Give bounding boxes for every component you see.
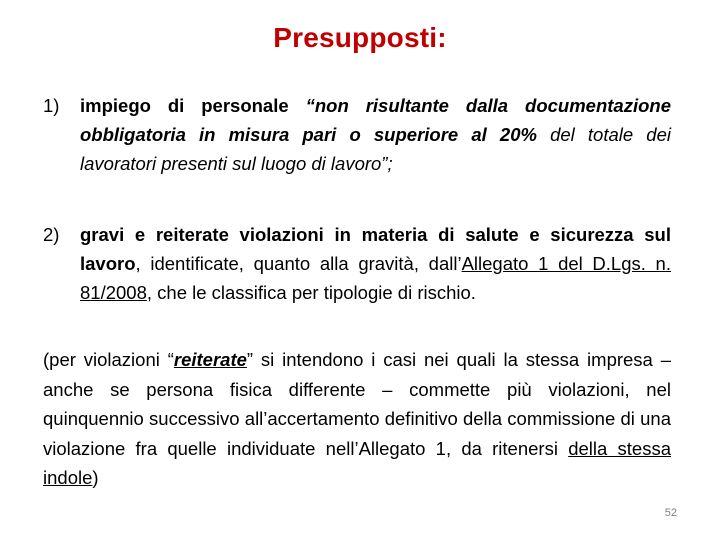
text-plain: (per violazioni “ xyxy=(43,349,174,370)
page-number: 52 xyxy=(664,507,677,519)
list-item-1 xyxy=(43,91,671,178)
note-paragraph xyxy=(43,345,671,493)
slide-title: Presupposti: xyxy=(273,22,447,53)
text-bold-italic-underlined: reiterate xyxy=(173,349,247,370)
text-plain: , identificate, quanto alla gravità, dall’ xyxy=(135,253,462,274)
list-item-2 xyxy=(43,220,671,307)
text-italic: del totale dei lavoratori presenti sul luogo di lavoro”; xyxy=(80,124,671,174)
text-plain: ” si intendono i casi nei quali la stessa impresa – anche se persona fisica differente – commette più violazioni, nel quinquennio successivo all’accertamento definitivo della commissione di una violazione fra quelle individuate nell’Allegato 1, da ritenersi xyxy=(43,349,671,459)
list-item-number: 2) xyxy=(43,224,60,245)
text-bold: gravi e reiterate violazioni in materia di salute e sicurezza sul lavoro xyxy=(80,224,671,274)
text-plain: , che le classifica per tipologie di rischio. xyxy=(146,282,476,303)
text-plain: ) xyxy=(92,467,99,488)
text-bold: impiego di personale xyxy=(80,95,306,116)
text-underlined: della stessa indole xyxy=(43,437,671,488)
text-underlined: Allegato 1 del D.Lgs. n. 81/2008 xyxy=(80,253,671,303)
text-bold-italic: “non risultante dalla documentazione obbligatoria in misura pari o superiore al 20% xyxy=(80,95,671,145)
list-item-text xyxy=(80,91,671,178)
list-item-number: 1) xyxy=(43,95,60,116)
list-item-text xyxy=(80,220,671,307)
